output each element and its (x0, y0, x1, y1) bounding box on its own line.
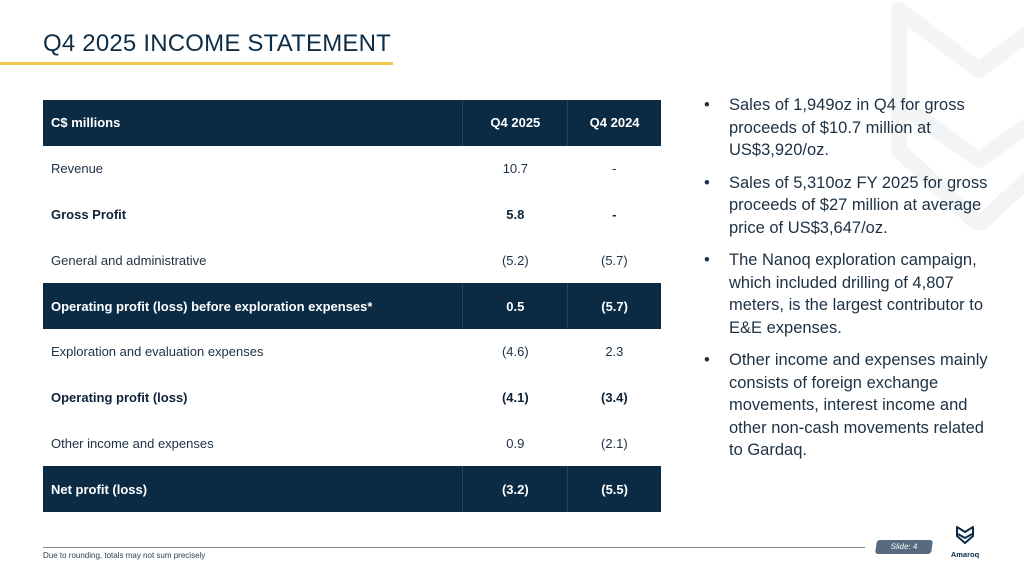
value-q4-2024: (2.1) (600, 435, 628, 451)
value-q4-2024: - (612, 206, 617, 222)
value-q4-2025: (4.6) (501, 344, 529, 360)
row-label: Net profit (loss) (43, 466, 463, 512)
table-row (43, 237, 661, 283)
bullet-icon: • (704, 173, 710, 192)
bullet-icon: • (704, 96, 710, 114)
value-q4-2025: 0.9 (506, 435, 525, 451)
bullet-item (702, 94, 1002, 162)
footnote: Due to rounding, totals may not sum precisely (43, 551, 206, 560)
title-underline (0, 62, 393, 65)
row-label: Operating profit (loss) (51, 390, 188, 406)
bullet-text: Sales of 5,310oz FY 2025 for gross proceeds of $27 million at average price of US$3,647/oz. (729, 173, 988, 237)
bullet-item (702, 249, 1002, 339)
header-cell: Q4 2024 (568, 100, 661, 146)
value-q4-2025: (4.1) (501, 390, 529, 406)
slide-number-badge: Slide: 4 (875, 540, 933, 554)
slide-title: Q4 2025 INCOME STATEMENT (43, 30, 391, 57)
value-q4-2025: 10.7 (502, 161, 528, 177)
row-label: General and administrative (51, 252, 207, 268)
header-cell: C$ millions (43, 100, 463, 146)
logo-text: Amaroq (950, 550, 980, 559)
income-statement-table (43, 100, 661, 512)
value-q4-2025: (5.2) (501, 252, 529, 268)
value-q4-2025: (3.2) (463, 466, 568, 512)
value-q4-2024: - (612, 161, 617, 177)
bullet-text: The Nanoq exploration campaign, which included drilling of 4,807 meters, is the largest contributor to E&E expenses. (729, 251, 984, 337)
row-label: Other income and expenses (51, 435, 214, 451)
bullet-item (702, 172, 1002, 240)
table-row (43, 375, 661, 421)
bullet-icon: • (704, 251, 710, 269)
table-row (43, 421, 661, 467)
footer-divider (43, 547, 865, 548)
value-q4-2025: 0.5 (463, 283, 568, 329)
header-cell: Q4 2025 (463, 100, 568, 146)
bullet-icon: • (704, 351, 710, 369)
table-header-row (43, 100, 661, 146)
table-row (43, 146, 661, 192)
table-row-highlight (43, 283, 661, 329)
value-q4-2024: (5.5) (568, 466, 661, 512)
value-q4-2024: 2.3 (605, 344, 624, 360)
value-q4-2025: 5.8 (506, 206, 525, 222)
value-q4-2024: (3.4) (600, 390, 628, 406)
table-row-total (43, 466, 661, 512)
commentary-bullets (702, 94, 1002, 472)
value-q4-2024: (5.7) (600, 252, 628, 268)
row-label: Gross Profit (51, 206, 127, 222)
company-logo (948, 526, 982, 559)
bullet-text: Other income and expenses mainly consists of foreign exchange movements, interest income and other non-cash movements related to Gardaq. (729, 351, 988, 459)
row-label: Operating profit (loss) before exploration expenses* (43, 283, 463, 329)
table-row (43, 329, 661, 375)
fox-head-icon (955, 526, 975, 544)
bullet-text: Sales of 1,949oz in Q4 for gross proceeds of $10.7 million at US$3,920/oz. (729, 96, 965, 159)
row-label: Revenue (51, 161, 104, 177)
table-row (43, 192, 661, 238)
value-q4-2024: (5.7) (568, 283, 661, 329)
row-label: Exploration and evaluation expenses (51, 344, 264, 360)
bullet-item (702, 349, 1002, 462)
